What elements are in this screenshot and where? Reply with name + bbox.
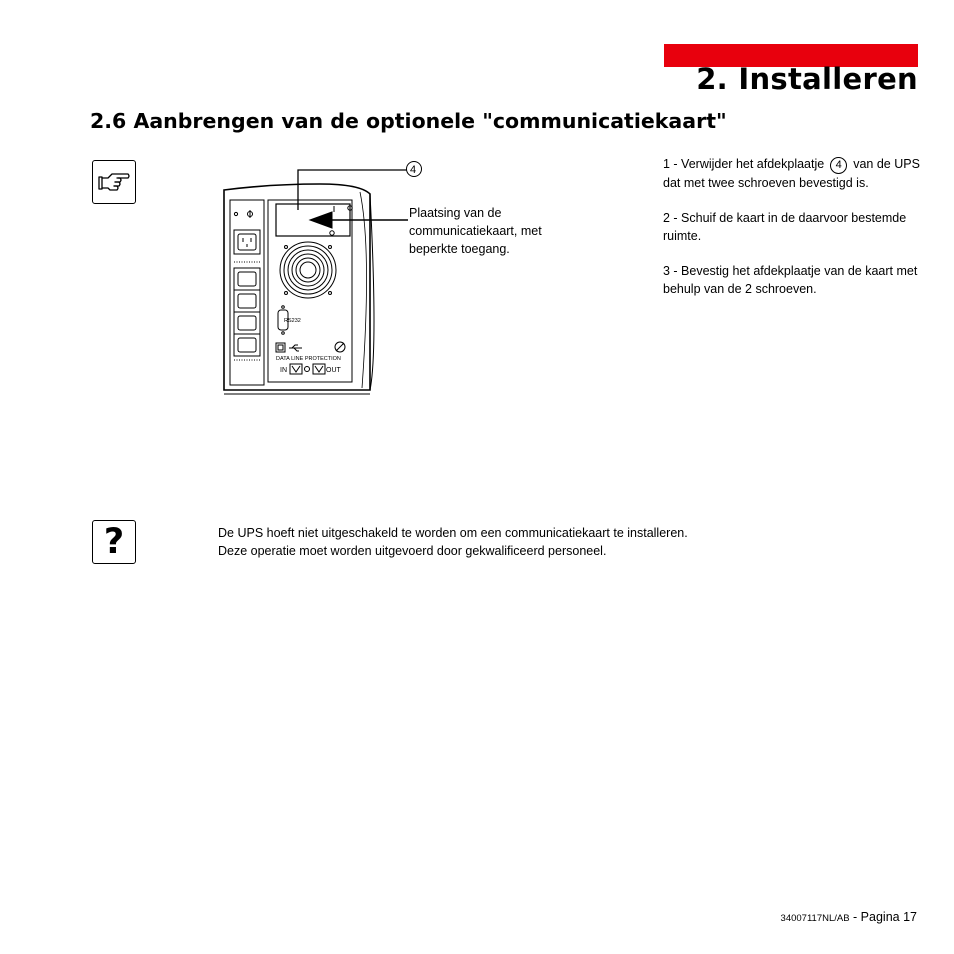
data-line-label: DATA LINE PROTECTION	[276, 356, 341, 362]
pointing-hand-icon	[92, 160, 136, 204]
ups-rear-panel-figure	[210, 150, 425, 407]
installation-steps	[663, 155, 923, 315]
note-line-2: Deze operatie moet worden uitgevoerd door gekwalificeerd personeel.	[218, 544, 607, 558]
question-mark: ?	[103, 522, 125, 562]
step-1-ref: 4	[830, 157, 847, 174]
page-number: - Pagina 17	[849, 910, 917, 924]
step-2: 2 - Schuif de kaart in de daarvoor bestemde ruimte.	[663, 211, 907, 243]
in-label: IN	[280, 367, 287, 374]
note-text	[218, 524, 688, 560]
rs232-label: RS232	[284, 318, 301, 324]
callout-number: 4	[410, 164, 417, 176]
page-footer	[781, 910, 917, 924]
step-3: 3 - Bevestig het afdekplaatje van de kaart met behulp van de 2 schroeven.	[663, 264, 918, 296]
section-title: 2.6 Aanbrengen van de optionele "communicatiekaart"	[90, 109, 727, 133]
figure-caption: Plaatsing van de communicatiekaart, met beperkte toegang.	[409, 206, 542, 256]
doc-code: 34007117NL/AB	[780, 913, 850, 924]
question-icon	[92, 520, 136, 564]
step-1-text-end: van de UPS dat met twee schroeven bevestigd is.	[663, 157, 920, 190]
chapter-title: 2. Installeren	[696, 62, 918, 96]
step-1	[663, 155, 923, 192]
note-line-1: De UPS hoeft niet uitgeschakeld te worden om een communicatiekaart te installeren.	[218, 526, 688, 540]
step-1-text: 1 - Verwijder het afdekplaatje	[663, 157, 825, 171]
out-label: OUT	[326, 367, 341, 374]
